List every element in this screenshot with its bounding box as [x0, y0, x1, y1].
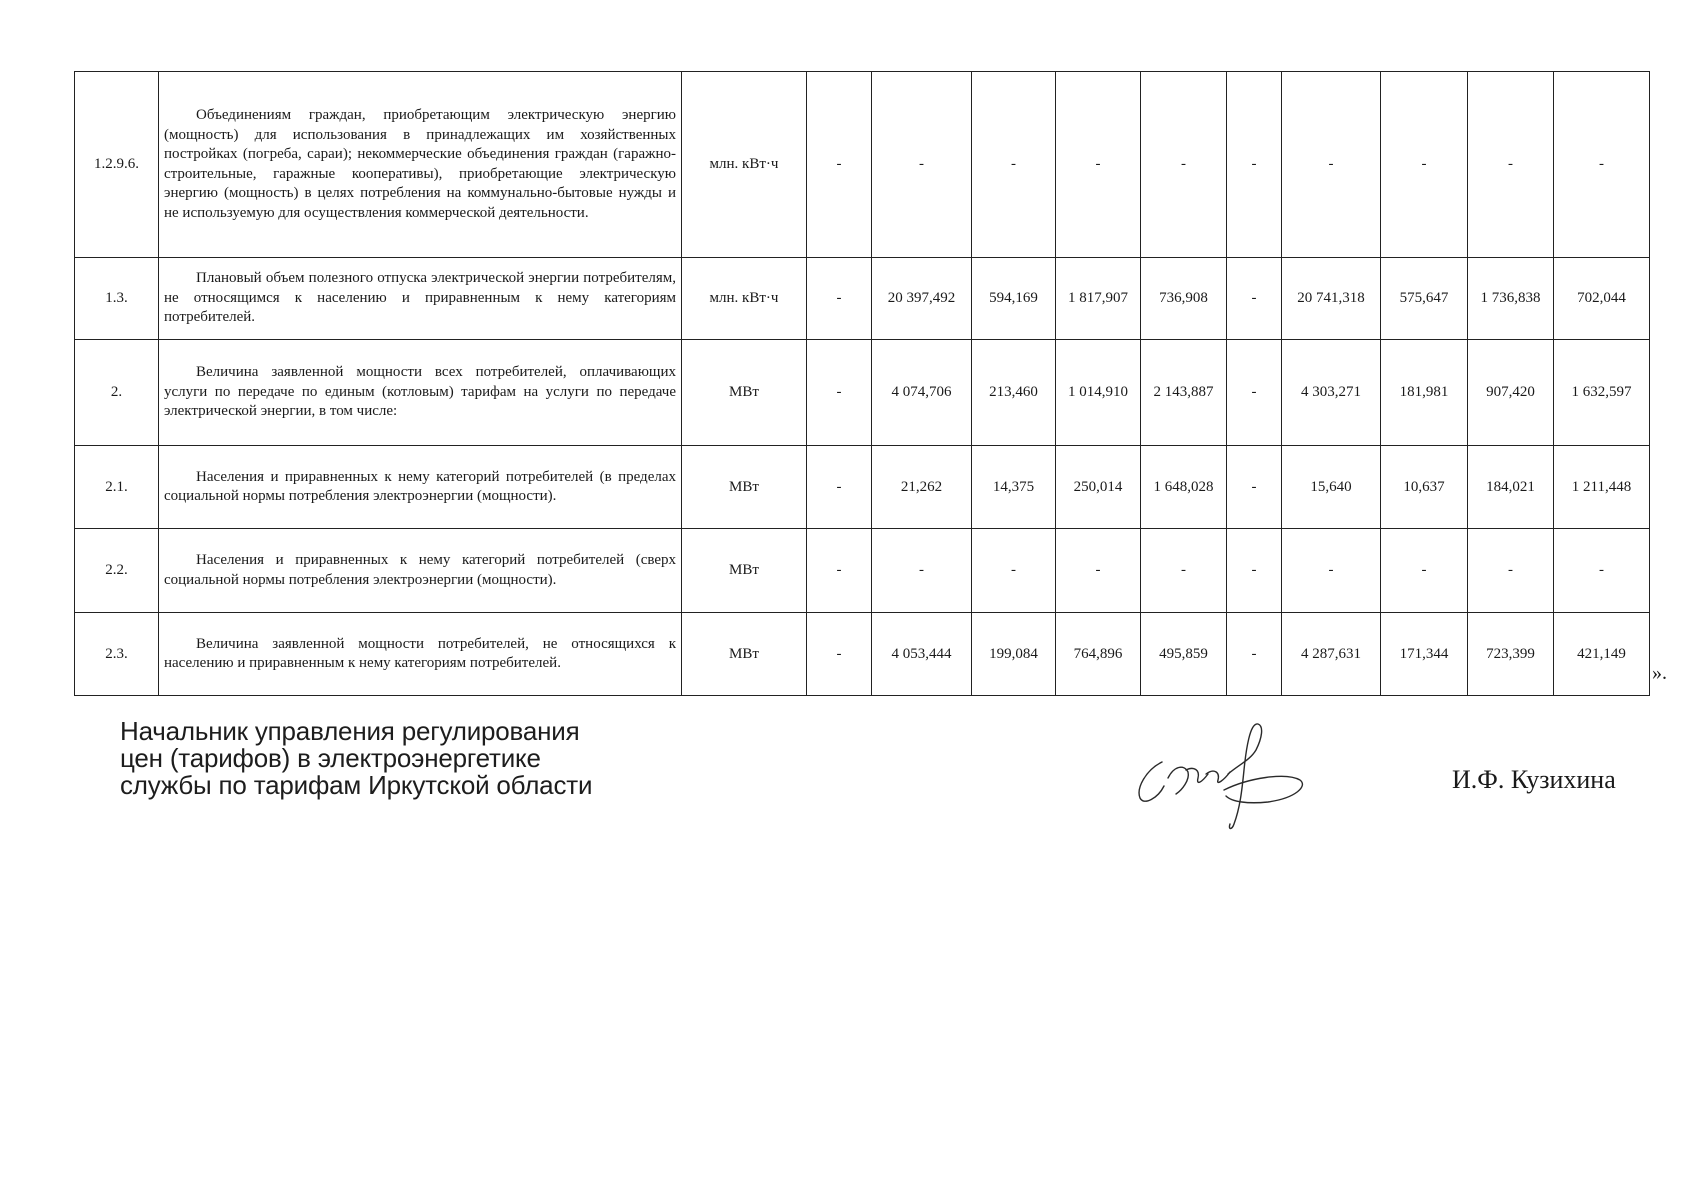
row-code: 2.3. [75, 613, 159, 696]
value-cell: 20 741,318 [1282, 258, 1381, 340]
value-cell: - [807, 340, 872, 446]
row-description: Величина заявленной мощности всех потребителей, оплачивающих услуги по передаче по единым (котловым) тарифам на услуги по передаче электрической энергии, в том числе: [159, 340, 682, 446]
value-cell: 184,021 [1468, 446, 1554, 529]
row-code: 2.1. [75, 446, 159, 529]
value-cell: - [1141, 529, 1227, 613]
row-code: 2.2. [75, 529, 159, 613]
table-row [75, 613, 1650, 696]
position-title-line: цен (тарифов) в электроэнергетике [120, 743, 541, 773]
value-cell: - [807, 613, 872, 696]
row-unit: млн. кВт·ч [682, 258, 807, 340]
value-cell: - [872, 72, 972, 258]
position-title-line: службы по тарифам Иркутской области [120, 770, 593, 800]
value-cell: 10,637 [1381, 446, 1468, 529]
value-cell: - [1282, 529, 1381, 613]
value-cell: 20 397,492 [872, 258, 972, 340]
value-cell: 4 287,631 [1282, 613, 1381, 696]
value-cell: - [872, 529, 972, 613]
value-cell: - [1554, 72, 1650, 258]
value-cell: - [807, 72, 872, 258]
value-cell: 421,149 [1554, 613, 1650, 696]
value-cell: 907,420 [1468, 340, 1554, 446]
value-cell: - [1227, 446, 1282, 529]
value-cell: 213,460 [972, 340, 1056, 446]
row-unit: млн. кВт·ч [682, 72, 807, 258]
value-cell: - [1282, 72, 1381, 258]
value-cell: 1 211,448 [1554, 446, 1650, 529]
value-cell: 1 632,597 [1554, 340, 1650, 446]
table-row [75, 340, 1650, 446]
row-unit: МВт [682, 446, 807, 529]
value-cell: - [1227, 340, 1282, 446]
value-cell: 250,014 [1056, 446, 1141, 529]
value-cell: 171,344 [1381, 613, 1468, 696]
value-cell: 1 817,907 [1056, 258, 1141, 340]
value-cell: - [1141, 72, 1227, 258]
value-cell: - [1554, 529, 1650, 613]
row-description: Населения и приравненных к нему категорий потребителей (в пределах социальной нормы потребления электроэнергии (мощности). [159, 446, 682, 529]
signer-name: И.Ф. Кузихина [1452, 765, 1616, 794]
value-cell: - [1227, 529, 1282, 613]
value-cell: 181,981 [1381, 340, 1468, 446]
value-cell: 1 014,910 [1056, 340, 1141, 446]
row-description: Величина заявленной мощности потребителей, не относящихся к населению и приравненным к нему категориям потребителей. [159, 613, 682, 696]
value-cell: 15,640 [1282, 446, 1381, 529]
value-cell: 14,375 [972, 446, 1056, 529]
closing-quote: ». [1652, 662, 1667, 684]
value-cell: 1 736,838 [1468, 258, 1554, 340]
value-cell: - [1227, 613, 1282, 696]
value-cell: - [1468, 72, 1554, 258]
signature-block [120, 718, 592, 799]
value-cell: 4 303,271 [1282, 340, 1381, 446]
row-code: 2. [75, 340, 159, 446]
tariff-table [74, 71, 1650, 696]
value-cell: 199,084 [972, 613, 1056, 696]
value-cell: - [1468, 529, 1554, 613]
row-code: 1.2.9.6. [75, 72, 159, 258]
table-row [75, 258, 1650, 340]
value-cell: 764,896 [1056, 613, 1141, 696]
value-cell: - [1056, 529, 1141, 613]
value-cell: - [972, 72, 1056, 258]
value-cell: 594,169 [972, 258, 1056, 340]
row-description: Объединениям граждан, приобретающим электрическую энергию (мощность) для использования в принадлежащих им хозяйственных постройках (погреба, сараи); некоммерческие объединения граждан (гаражно-строительные, гаражные кооперативы), приобретающие электрическую энергию (мощность) в целях потребления на коммунально-бытовые нужды и не используемую для осуществления коммерческой деятельности. [159, 72, 682, 258]
value-cell: 2 143,887 [1141, 340, 1227, 446]
value-cell: - [972, 529, 1056, 613]
value-cell: - [1381, 72, 1468, 258]
value-cell: 575,647 [1381, 258, 1468, 340]
value-cell: - [807, 446, 872, 529]
value-cell: 736,908 [1141, 258, 1227, 340]
row-description: Плановый объем полезного отпуска электрической энергии потребителям, не относящимся к населению и приравненным к нему категориям потребителей. [159, 258, 682, 340]
handwritten-signature-icon [1128, 720, 1318, 835]
table-row [75, 446, 1650, 529]
value-cell: 702,044 [1554, 258, 1650, 340]
row-unit: МВт [682, 340, 807, 446]
value-cell: - [807, 258, 872, 340]
value-cell: 4 053,444 [872, 613, 972, 696]
value-cell: - [1381, 529, 1468, 613]
value-cell: 495,859 [1141, 613, 1227, 696]
value-cell: 4 074,706 [872, 340, 972, 446]
value-cell: 21,262 [872, 446, 972, 529]
table-row [75, 529, 1650, 613]
table-row [75, 72, 1650, 258]
position-title-line: Начальник управления регулирования [120, 716, 580, 746]
value-cell: 723,399 [1468, 613, 1554, 696]
value-cell: - [1227, 258, 1282, 340]
row-unit: МВт [682, 529, 807, 613]
row-code: 1.3. [75, 258, 159, 340]
row-description: Населения и приравненных к нему категорий потребителей (сверх социальной нормы потребления электроэнергии (мощности). [159, 529, 682, 613]
value-cell: - [1227, 72, 1282, 258]
row-unit: МВт [682, 613, 807, 696]
value-cell: - [807, 529, 872, 613]
value-cell: 1 648,028 [1141, 446, 1227, 529]
value-cell: - [1056, 72, 1141, 258]
